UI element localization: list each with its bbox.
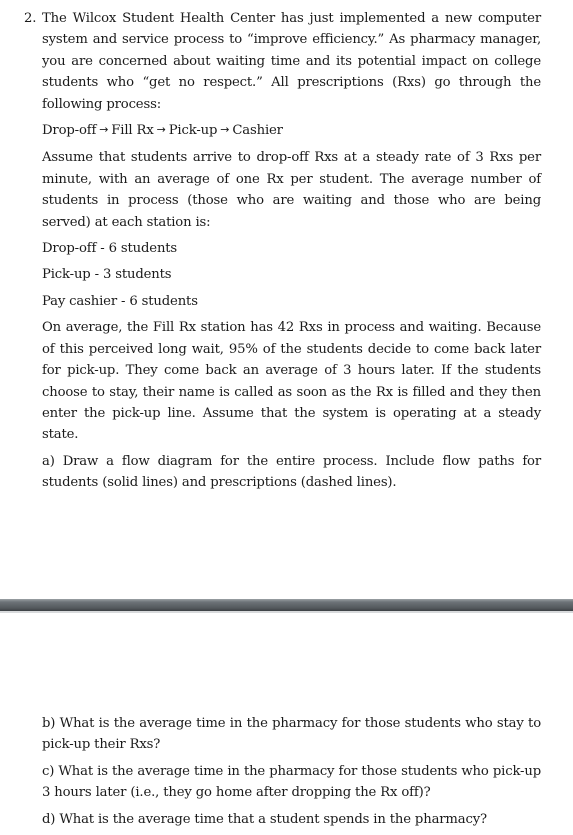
arrow-right-icon: → — [99, 123, 109, 137]
station-dropoff: Drop-off - 6 students — [42, 241, 178, 257]
page-divider — [0, 599, 573, 611]
question-number: 2. — [24, 11, 37, 26]
assumption-paragraph: Assume that students arrive to drop-off Rxs at a steady rate of 3 Rxs per minute, with an average of one Rx per student. The average number of students in process (those who are waiting and those who are being served) at each station is: — [42, 150, 541, 230]
part-d: d) What is the average time that a student spends in the pharmacy? — [42, 811, 487, 827]
station-cashier: Pay cashier - 6 students — [42, 293, 198, 309]
process-step-cashier: Cashier — [232, 123, 283, 139]
part-c: c) What is the average time in the pharmacy for those students who pick-up 3 hours later (i.e., they go home after dropping the Rx off)? — [42, 763, 541, 801]
upper-section — [0, 8, 573, 499]
station-pickup: Pick-up - 3 students — [42, 267, 172, 283]
page-divider-shade — [0, 611, 573, 613]
part-b: b) What is the average time in the pharmacy for those students who stay to pick-up their Rxs? — [42, 716, 541, 753]
lower-section — [0, 713, 573, 835]
question-intro-container — [0, 8, 573, 115]
process-flow — [0, 120, 573, 141]
details-paragraph: On average, the Fill Rx station has 42 Rxs in process and waiting. Because of this perceived long wait, 95% of the students decide to come back later for pick-up. They come back an average of 3 hours later. If the students choose to stay, their name is called as soon as the Rx is filled and they then enter the pick-up line. Assume that the system is operating at a steady state. — [42, 320, 541, 443]
arrow-right-icon: → — [220, 123, 230, 137]
part-a: a) Draw a flow diagram for the entire process. Include flow paths for students (solid lines) and prescriptions (dashed lines). — [42, 453, 541, 491]
question-intro: The Wilcox Student Health Center has just implemented a new computer system and service process to “improve efficiency.” As pharmacy manager, you are concerned about waiting time and its potential impact on college students who “get no respect.” All prescriptions (Rxs) go through the following process: — [42, 11, 541, 112]
process-step-dropoff: Drop-off — [42, 123, 97, 139]
process-step-pickup: Pick-up — [168, 123, 218, 139]
arrow-right-icon: → — [156, 123, 166, 137]
process-step-fill-rx: Fill Rx — [111, 123, 154, 139]
